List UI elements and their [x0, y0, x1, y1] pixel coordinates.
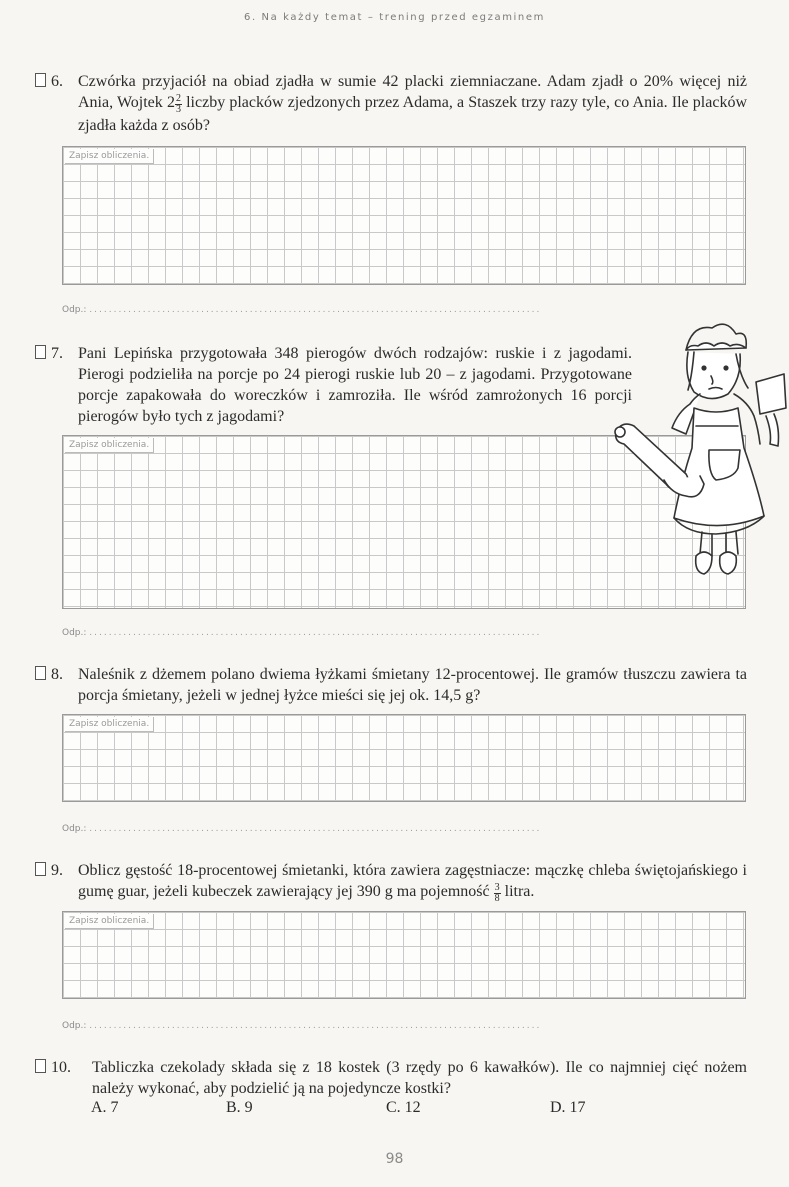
task-10 — [35, 1057, 747, 1099]
task-8 — [35, 664, 747, 706]
task-7 — [35, 343, 632, 427]
task-text: Pani Lepińska przygotowała 348 pierogów dwóch rodzajów: ruskie i z jagodami. Pierogi podzieliła na porcje po 24 pierogi ruskie lub 20 – z jagodami. Przygotowane porcje zapakowała do woreczków i zamroziła. Ile wśród zamrożonych 16 porcji pierogów było tych z jagodami? — [78, 345, 632, 425]
running-header: 6. Na każdy temat – trening przed egzaminem — [244, 12, 545, 23]
task-6 — [35, 71, 747, 136]
task-text: Naleśnik z dżemem polano dwiema łyżkami śmietany 12-procentowej. Ile gramów tłuszczu zawiera ta porcja śmietany, jeżeli w jednej łyżce mieści się jej ok. 14,5 g? — [78, 666, 747, 704]
calculation-grid[interactable] — [62, 714, 746, 802]
task-number: 8. — [35, 664, 63, 685]
option-a[interactable]: A. 7 — [91, 1099, 119, 1116]
task-number: 10. — [35, 1057, 71, 1078]
task-checkbox[interactable] — [35, 862, 46, 876]
task-checkbox[interactable] — [35, 1059, 46, 1073]
answer-line[interactable]: Odp.: ............................................................................................. — [62, 1021, 542, 1031]
fraction: $\frac{3}{8}$ — [494, 882, 500, 904]
option-d[interactable]: D. 17 — [550, 1099, 586, 1116]
page-number: 98 — [385, 1151, 404, 1167]
answer-line[interactable]: Odp.: ............................................................................................. — [62, 305, 542, 315]
grid-label: Zapisz obliczenia. — [65, 914, 154, 929]
task-text: Tabliczka czekolady składa się z 18 kostek (3 rzędy po 6 kawałków). Ile co najmniej cięć nożem należy wykonać, aby podzielić ją na pojedyncze kostki? — [92, 1059, 747, 1097]
task-checkbox[interactable] — [35, 666, 46, 680]
calculation-grid[interactable] — [62, 911, 746, 999]
task-checkbox[interactable] — [35, 73, 46, 87]
option-c[interactable]: C. 12 — [386, 1099, 421, 1116]
answer-line[interactable]: Odp.: ............................................................................................. — [62, 824, 542, 834]
task-text: Oblicz gęstość 18-procentowej śmietanki, która zawiera zagęstniacze: mączkę chleba świętojańskiego i gumę guar, jeżeli kubeczek zawierający jej 390 g ma pojemność $\frac{3}{8}$ litra. — [78, 862, 747, 904]
task-checkbox[interactable] — [35, 345, 46, 359]
grid-label: Zapisz obliczenia. — [65, 438, 154, 453]
task-number: 9. — [35, 860, 63, 881]
fraction: $\frac{2}{3}$ — [175, 93, 181, 115]
task-number: 7. — [35, 343, 63, 364]
task-text: Czwórka przyjaciół na obiad zjadła w sumie 42 placki ziemniaczane. Adam zjadł o 20% więcej niż Ania, Wojtek 2 $\frac{2}{3}$ liczby placków zjedzonych przez Adama, a Staszek trzy razy tyle, co Ania. Ile placków zjadła każda z osób? — [78, 73, 747, 134]
option-b[interactable]: B. 9 — [226, 1099, 253, 1116]
cook-girl-illustration — [608, 316, 789, 580]
task-number: 6. — [35, 71, 63, 92]
grid-label: Zapisz obliczenia. — [65, 149, 154, 164]
grid-label: Zapisz obliczenia. — [65, 717, 154, 732]
task-9 — [35, 860, 747, 904]
calculation-grid[interactable] — [62, 146, 746, 285]
answer-line[interactable]: Odp.: ............................................................................................. — [62, 628, 542, 638]
